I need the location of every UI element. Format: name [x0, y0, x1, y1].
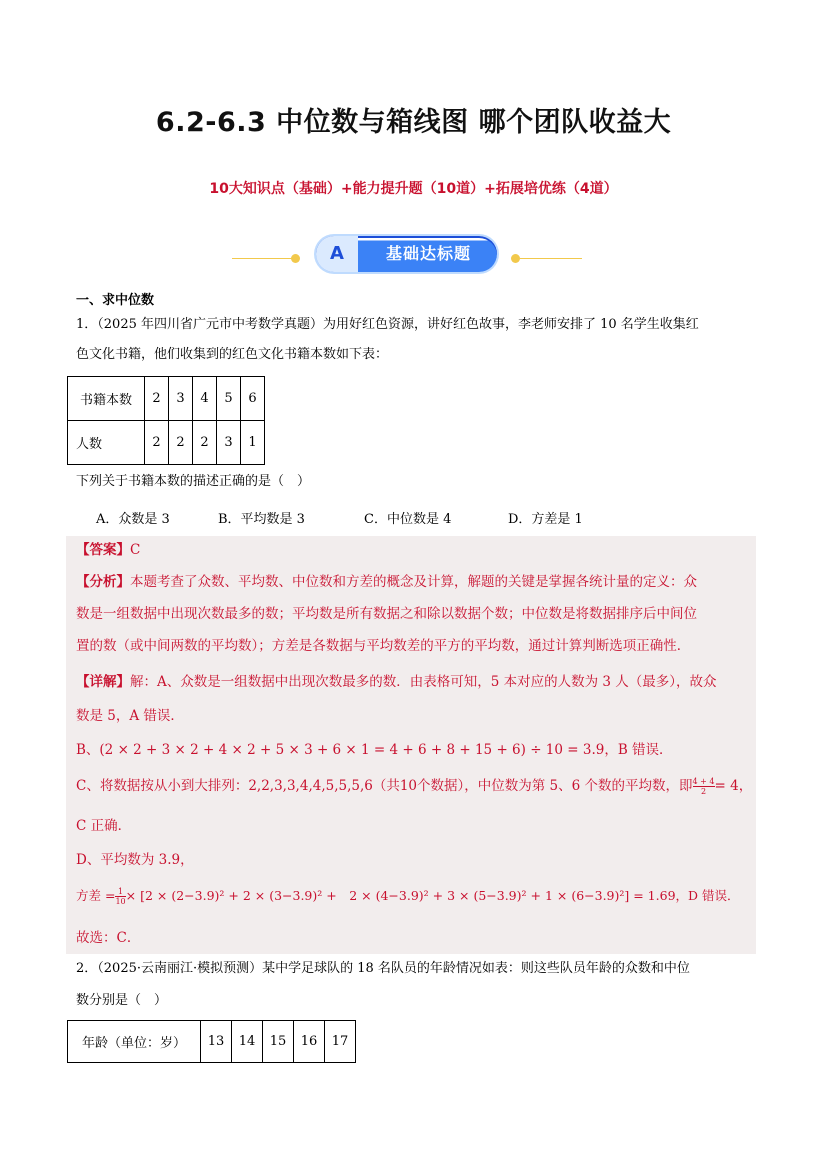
variance-formula: × [2 × (2−3.9)² + 2 × (3−3.9)² + 2 × (4−3.9)² + 3 × (5−3.9)² + 1 × (6−3.9)²] = 1.69，D 错误．	[125, 888, 740, 903]
detail-line6: D、平均数为 3.9，	[76, 852, 194, 868]
detail-line5: C 正确．	[76, 818, 132, 834]
table-cell: 5	[217, 377, 241, 421]
banner-right-dot	[511, 254, 520, 263]
q1-stem-line1: 1．（2025 年四川省广元市中考数学真题）为用好红色资源，讲好红色故事，李老师安排了 10 名学生收集红	[76, 317, 699, 332]
table-cell: 15	[263, 1021, 294, 1063]
fraction-denominator: 10	[115, 897, 126, 906]
q2-stem-line1: 2．（2025·云南丽江·模拟预测）某中学足球队的 18 名队员的年龄情况如表：则这些队员年龄的众数和中位	[76, 961, 690, 976]
detail-line4	[76, 774, 756, 796]
answer-value: C	[130, 542, 141, 558]
fraction-denominator: 2	[700, 787, 707, 796]
banner-left-dot	[291, 254, 300, 263]
q2-stem-line2: 数分别是（ ）	[76, 993, 168, 1008]
table-cell: 2	[145, 377, 169, 421]
q1-option-c: C．中位数是 4	[364, 512, 452, 527]
fraction	[115, 887, 125, 906]
q1-option-d: D．方差是 1	[508, 512, 583, 527]
detail-line3: B、(2 × 2 + 3 × 2 + 4 × 2 + 5 × 3 + 6 × 1 = 4 + 6 + 8 + 15 + 6) ÷ 10 = 3.9，B 错误．	[76, 742, 673, 758]
detail-text: 解：A、众数是一组数据中出现次数最多的数．由表格可知，5 本对应的人数为 3 人（最多），故众	[130, 674, 717, 690]
detail-line1	[76, 670, 756, 690]
fraction-numerator: 1	[115, 887, 125, 897]
fraction	[693, 777, 715, 796]
table-cell: 2	[169, 421, 193, 465]
fraction-numerator: 4 + 4	[692, 777, 715, 786]
analysis-line2: 数是一组数据中出现次数最多的数；平均数是所有数据之和除以数据个数；中位数是将数据排序后中间位	[76, 606, 697, 622]
analysis-tag: 【分析】	[76, 574, 130, 590]
section-heading: 一、求中位数	[76, 293, 155, 308]
table-cell: 2	[145, 421, 169, 465]
detail-line4-text: C、将数据按从小到大排列：2,2,3,3,4,4,5,5,5,6（共10个数据），中位数为第 5、6 个数的平均数，即	[76, 778, 693, 794]
answer-tag: 【答案】	[76, 542, 130, 558]
table-cell: 6	[241, 377, 265, 421]
table-cell: 3	[217, 421, 241, 465]
detail-line7	[76, 886, 756, 906]
analysis-text: 本题考查了众数、平均数、中位数和方差的概念及计算，解题的关键是掌握各统计量的定义：众	[130, 574, 697, 590]
banner-letter: A	[316, 236, 358, 272]
q1-option-a: A．众数是 3	[96, 512, 170, 527]
variance-label: 方差 =	[76, 888, 116, 903]
q2-table	[67, 1020, 356, 1063]
detail-tag: 【详解】	[76, 674, 130, 690]
table-cell: 人数	[68, 421, 145, 465]
banner-right-line	[520, 258, 582, 259]
table-cell: 年龄（单位：岁）	[68, 1021, 201, 1063]
table-cell: 4	[193, 377, 217, 421]
table-cell: 1	[241, 421, 265, 465]
q1-stem-line2: 色文化书籍，他们收集到的红色文化书籍本数如下表：	[76, 347, 389, 362]
analysis-line1	[76, 570, 756, 590]
table-row	[68, 1021, 356, 1063]
q1-option-b: B．平均数是 3	[218, 512, 305, 527]
table-cell: 13	[201, 1021, 232, 1063]
banner-left-line	[232, 258, 294, 259]
table-cell: 14	[232, 1021, 263, 1063]
table-cell: 16	[294, 1021, 325, 1063]
table-row	[68, 421, 265, 465]
page-title: 6.2-6.3 中位数与箱线图 哪个团队收益大	[155, 107, 672, 138]
page-subtitle: 10大知识点（基础）+能力提升题（10道）+拓展培优练（4道）	[209, 181, 618, 197]
q1-question: 下列关于书籍本数的描述正确的是（ ）	[76, 474, 311, 489]
banner-label: 基础达标题	[385, 244, 471, 263]
detail-line8: 故选：C．	[76, 930, 141, 946]
table-cell: 书籍本数	[68, 377, 145, 421]
analysis-line3: 置的数（或中间两数的平均数）；方差是各数据与平均数差的平方的平均数，通过计算判断选项正确性．	[76, 638, 691, 654]
table-row	[68, 377, 265, 421]
table-cell: 17	[325, 1021, 356, 1063]
table-cell: 3	[169, 377, 193, 421]
answer-line	[76, 538, 756, 558]
q1-table	[67, 376, 265, 465]
table-cell: 2	[193, 421, 217, 465]
detail-line4-result: = 4，	[714, 778, 753, 794]
detail-line2: 数是 5，A 错误．	[76, 708, 184, 724]
